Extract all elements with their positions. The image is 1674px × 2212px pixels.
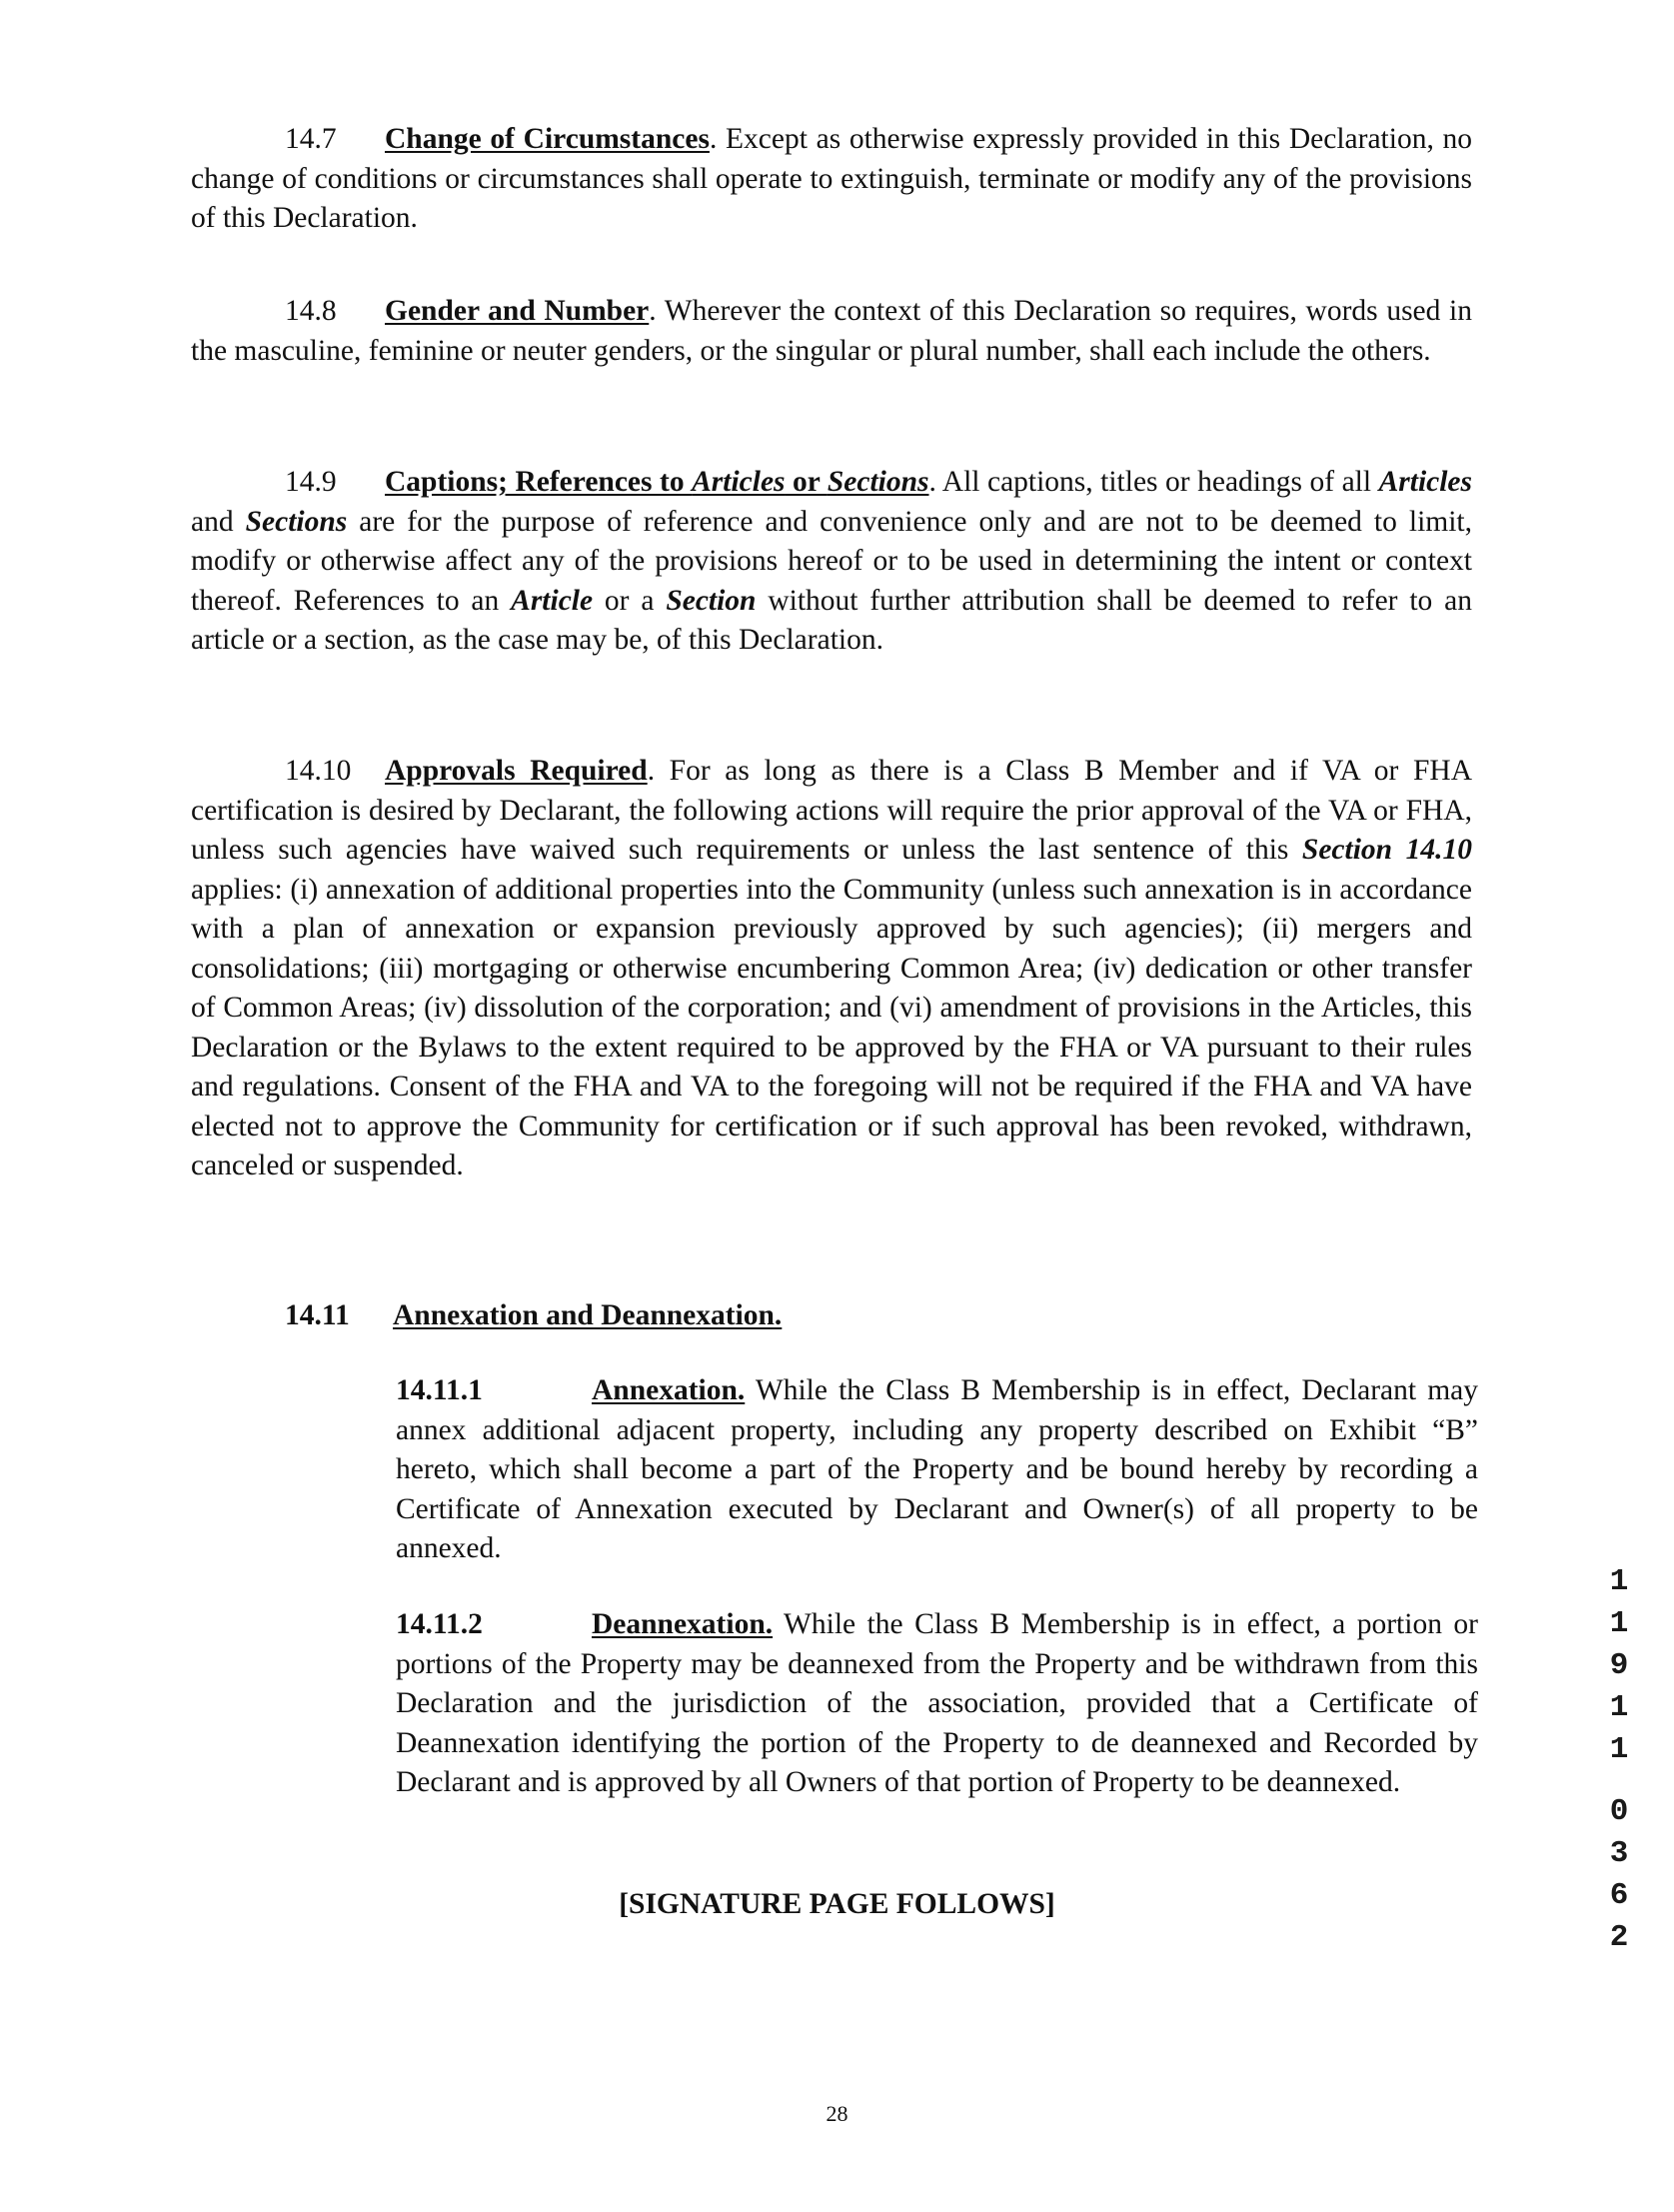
section-heading: Change of Circumstances bbox=[385, 123, 710, 155]
signature-page-notice: [SIGNATURE PAGE FOLLOWS] bbox=[619, 1888, 1055, 1920]
stamp-char: 1 bbox=[1609, 1606, 1629, 1641]
stamp-char: 3 bbox=[1609, 1836, 1629, 1871]
stamp-char: 1 bbox=[1609, 1690, 1629, 1725]
section-body: For as long as there is a Class B Member and if VA or FHA certification is desired by Declarant, the following actions will require the prior approval of the VA or FHA, unless such agencies have waived such requirements or unless the last sentence of this Section 14.10 applies: (i) annexation of additional properties into the Community (unless such annexation is in accordance with a plan of annexation or expansion previously approved by such agencies); (ii) mergers and consolidations; (iii) mortgaging or otherwise encumbering Common Area; (iv) dedication or other transfer of Common Areas; (iv) dissolution of the corporation; and (vi) amendment of provisions in the Articles, this Declaration or the Bylaws to the extent required to be approved by the FHA or VA pursuant to their rules and regulations. Consent of the FHA and VA to the foregoing will not be required if the FHA and VA have elected not to approve the Community for certification or if such approval has been revoked, withdrawn, canceled or suspended. bbox=[191, 755, 1472, 1181]
section-number: 14.9 bbox=[285, 466, 337, 498]
section-14-11-1 bbox=[396, 1371, 1478, 1569]
stamp-char: 1 bbox=[1609, 1732, 1629, 1767]
section-heading: Annexation and Deannexation. bbox=[393, 1299, 783, 1331]
section-number: 14.7 bbox=[285, 123, 337, 155]
section-body: While the Class B Membership is in effect, a portion or portions of the Property may be deannexed from the Property and be withdrawn from this Declaration and the jurisdiction of the association, provided that a Certificate of Deannexation identifying the portion of the Property to de deannexed and Recorded by Declarant and is approved by all Owners of that portion of Property to be deannexed. bbox=[396, 1608, 1478, 1798]
stamp-char: 6 bbox=[1609, 1878, 1629, 1913]
section-heading: Deannexation. bbox=[592, 1608, 774, 1640]
section-14-10: 14.10 Approvals Required. For as long as there is a Class B Member and if VA or FHA certification is desired by Declarant, the following actions will require the prior approval of the VA or FHA, unless such agencies have waived such requirements or unless the last sentence of this Section 14.10 applies: (i) annexation of additional properties into the Community (unless such annexation is in accordance with a plan of annexation or expansion previously approved by such agencies); (ii) mergers and consolidations; (iii) mortgaging or otherwise encumbering Common Area; (iv) dedication or other transfer of Common Areas; (iv) dissolution of the corporation; and (vi) amendment of provisions in the Articles, this Declaration or the Bylaws to the extent required to be approved by the FHA or VA pursuant to their rules and regulations. Consent of the FHA and VA to the foregoing will not be required if the FHA and VA have elected not to approve the Community for certification or if such approval has been revoked, withdrawn, canceled or suspended. bbox=[191, 752, 1472, 1186]
section-body: Wherever the context of this Declaration so requires, words used in the masculine, feminine or neuter genders, or the singular or plural number, shall each include the others. bbox=[191, 295, 1472, 367]
section-14-9: 14.9 Captions; References to Articles or Sections. All captions, titles or headings of all Articles and Sections are for the purpose of reference and convenience only and are not to be deemed to limit, modify or otherwise affect any of the provisions hereof or to be used in determining the intent or context thereof. References to an Article or a Section without further attribution shall be deemed to refer to an article or a section, as the case may be, of this Declaration. bbox=[191, 463, 1472, 661]
section-number: 14.8 bbox=[285, 295, 337, 327]
section-number: 14.11.2 bbox=[396, 1608, 483, 1640]
section-14-11-2 bbox=[396, 1605, 1478, 1803]
section-heading: Captions; References to Articles or Sections bbox=[385, 466, 929, 498]
section-number: 14.11 bbox=[285, 1299, 350, 1331]
stamp-char: 9 bbox=[1609, 1648, 1629, 1683]
margin-recording-stamp bbox=[1601, 1561, 1637, 1959]
section-heading: Gender and Number bbox=[385, 295, 650, 327]
section-body: While the Class B Membership is in effect, Declarant may annex additional adjacent property, including any property described on Exhibit “B” hereto, which shall become a part of the Property and be bound hereby by recording a Certificate of Annexation executed by Declarant and Owner(s) of all property to be annexed. bbox=[396, 1374, 1478, 1564]
section-heading: Annexation. bbox=[592, 1374, 746, 1406]
section-14-8: 14.8 Gender and Number. Wherever the context of this Declaration so requires, words used in the masculine, feminine or neuter genders, or the singular or plural number, shall each include the others. bbox=[191, 292, 1472, 371]
section-number: 14.10 bbox=[285, 755, 352, 787]
section-14-7: 14.7 Change of Circumstances. Except as otherwise expressly provided in this Declaration, no change of conditions or circumstances shall operate to extinguish, terminate or modify any of the provisions of this Declaration. bbox=[191, 120, 1472, 239]
section-14-11 bbox=[285, 1296, 782, 1336]
stamp-char: 1 bbox=[1609, 1564, 1629, 1599]
section-body: Except as otherwise expressly provided in this Declaration, no change of conditions or circumstances shall operate to extinguish, terminate or modify any of the provisions of this Declaration. bbox=[191, 123, 1473, 234]
stamp-char: 2 bbox=[1609, 1920, 1629, 1955]
stamp-char: 0 bbox=[1609, 1794, 1629, 1829]
section-heading: Approvals Required bbox=[385, 755, 648, 787]
section-body: All captions, titles or headings of all Articles and Sections are for the purpose of reference and convenience only and are not to be deemed to limit, modify or otherwise affect any of the provisions hereof or to be used in determining the intent or context thereof. References to an Article or a Section without further attribution shall be deemed to refer to an article or a section, as the case may be, of this Declaration. bbox=[191, 466, 1473, 656]
section-number: 14.11.1 bbox=[396, 1374, 483, 1406]
page-number: 28 bbox=[826, 2101, 848, 2126]
